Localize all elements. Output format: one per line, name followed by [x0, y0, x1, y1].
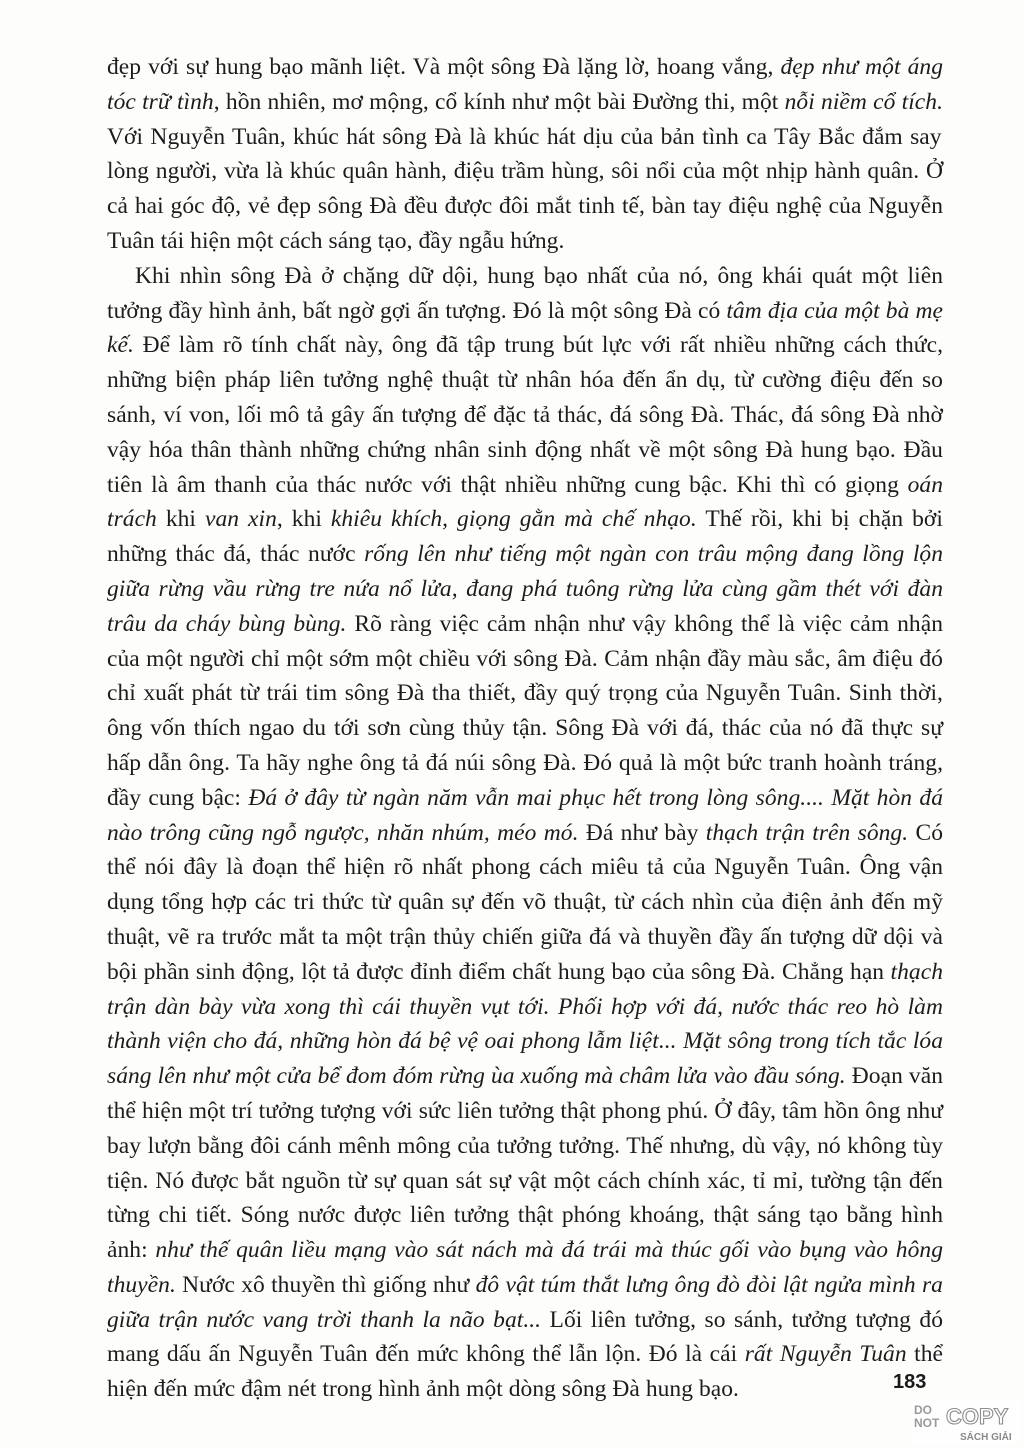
page-number: 183: [893, 1371, 927, 1393]
text-run: thể hiện đến mức đậm nét trong hình ảnh một dòng sông Đà hung bạo.: [107, 1341, 944, 1403]
italic-quote-run: oán trách: [107, 471, 943, 533]
italic-quote-run: thạch trận trên sông.: [705, 819, 909, 846]
italic-quote-run: thạch trận dàn bày vừa xong thì cái thuyền vụt tới. Phối hợp với đá, nước thác reo hò làm thành viện cho đá, những hòn đá bệ vệ oai phong lẫm liệt... Mặt sông trong tích tắc lóa sáng lên như một cửa bể đom đóm rừng ùa xuống mà châm lửa vào đầu sóng.: [107, 958, 943, 1090]
italic-quote-run: Đá ở đây từ ngàn năm vẫn mai phục hết trong lòng sông.... Mặt hòn đá nào trông cũng ngỗ ngược, nhăn nhúm, méo mó.: [107, 784, 944, 846]
italic-quote-run: khiêu khích, giọng gằn mà chế nhạo.: [330, 506, 697, 533]
text-run: Để làm rõ tính chất này, ông đã tập trung bút lực với rất nhiều những cách thức, những biện pháp liên tưởng nghệ thuật từ nhân hóa đến ẩn dụ, từ cường điệu đến so sánh, ví von, lối mô tả gây ấn tượng để đặc tả thác, đá sông Đà. Thác, đá sông Đà nhờ vậy hóa thân thành những chứng nhân sinh động nhất về một sông Đà hung bạo. Đầu tiên là âm thanh của thác nước với thật nhiều những cung bậc. Khi thì có giọng: [107, 332, 943, 498]
italic-quote-run: đô vật túm thắt lưng ông đò đòi lật ngửa mình ra giữa trận nước vang trời thanh la não bạt...: [107, 1271, 943, 1333]
italic-quote-run: đẹp như một áng tóc trữ tình: [107, 54, 943, 115]
text-run: Thế rồi, khi bị chặn bởi những thác đá, thác nước: [107, 506, 943, 568]
italic-quote-run: rất Nguyễn Tuân: [744, 1341, 907, 1368]
text-run: Khi nhìn sông Đà ở chặng dữ dội, hung bạo nhất của nó, ông khái quát một liên tưởng đầy hình ảnh, bất ngờ gợi ấn tượng. Đó là một sông Đà có: [107, 262, 943, 324]
text-run: Có thể nói đây là đoạn thể hiện rõ nhất phong cách miêu tả của Nguyễn Tuân. Ông vận dụng tổng hợp các tri thức từ quân sự đến võ thuật, từ cách nhìn của điện ảnh đến mỹ thuật, vẽ ra trước mắt ta một trận thủy chiến giữa đá và thuyền đầy ấn tượng dữ dội và bội phần sinh động, lột tả được đỉnh điểm chất hung bạo của sông Đà. Chẳng hạn: [107, 819, 944, 985]
text-run: , hồn nhiên, mơ mộng, cổ kính như một bài Đường thi, một: [213, 88, 785, 115]
italic-quote-run: rống lên như tiếng một ngàn con trâu mộng đang lồng lộn giữa rừng vầu rừng tre nứa nổ lửa, đang phá tuông rừng lửa cùng gầm thét với đàn trâu da cháy bùng bùng.: [107, 541, 944, 637]
text-run: Rõ ràng việc cảm nhận như vậy không thể là việc cảm nhận của một người chỉ một sớm một chiều với sông Đà. Cảm nhận đầy màu sắc, âm điệu đó chỉ xuất phát từ trái tim sông Đà tha thiết, đầy quý trọng của Nguyễn Tuân. Sinh thời, ông vốn thích ngao du tới sơn cùng thủy tận. Sông Đà với đá, thác của nó đã thực sự hấp dẫn ông. Ta hãy nghe ông tả đá núi sông Đà. Đó quả là một bức tranh hoành tráng, đầy cung bậc:: [107, 610, 943, 811]
body-text: [107, 50, 943, 1407]
text-run: Đoạn văn thể hiện một trí tưởng tượng với sức liên tưởng thật phong phú. Ở đây, tâm hồn ông như bay lượn bằng đôi cánh mênh mông của tưởng tưởng. Thế nhưng, dù vậy, nó không tùy tiện. Nó được bắt nguồn từ sự quan sát sự vật một cách chính xác, tỉ mỉ, tường tận đến từng chi tiết. Sóng nước được liên tưởng thật phóng khoáng, thật sáng tạo bằng hình ảnh:: [107, 1063, 943, 1264]
italic-quote-run: như thế quân liều mạng vào sát nách mà đá trái mà thúc gối vào bụng vào hông thuyền.: [107, 1237, 943, 1298]
italic-quote-run: nỗi niềm cổ tích.: [784, 88, 944, 115]
watermark-logo-graphic: [912, 1400, 1020, 1444]
watermark-not-text: NOT: [914, 1416, 940, 1430]
text-run: Lối liên tưởng, so sánh, tưởng tượng đó mang dấu ấn Nguyễn Tuân đến mức không thể lẫn lộn. Đó là cái: [107, 1306, 943, 1368]
do-not-copy-watermark-logo: [912, 1400, 1020, 1444]
paragraph-song-da-hung-bao: [107, 259, 943, 1407]
text-run: Nước xô thuyền thì giống như: [175, 1271, 476, 1298]
text-run: Với Nguyễn Tuân, khúc hát sông Đà là khúc hát dịu của bản tình ca Tây Bắc đắm say lòng người, vừa là khúc quân hành, điệu trầm hùng, sôi nổi của một nhịp hành quân. Ở cả hai góc độ, vẻ đẹp sông Đà đều được đôi mắt tinh tế, bàn tay điệu nghệ của Nguyễn Tuân tái hiện một cách sáng tạo, đầy ngẫu hứng.: [107, 123, 943, 254]
italic-quote-run: van xin: [204, 506, 277, 533]
watermark-brand-text: SÁCH GIẢI: [960, 1432, 1012, 1443]
text-run: khi: [156, 506, 205, 533]
watermark-do-text: DO: [914, 1403, 932, 1417]
text-run: , khi: [276, 506, 331, 533]
text-run: Đá như bày: [578, 819, 706, 846]
watermark-copy-text: COPY: [946, 1404, 1009, 1429]
paragraph-continuation: [107, 50, 943, 259]
italic-quote-run: tâm địa của một bà mẹ kế.: [107, 297, 943, 359]
text-run: đẹp với sự hung bạo mãnh liệt. Và một sông Đà lặng lờ, hoang vắng,: [107, 54, 781, 80]
